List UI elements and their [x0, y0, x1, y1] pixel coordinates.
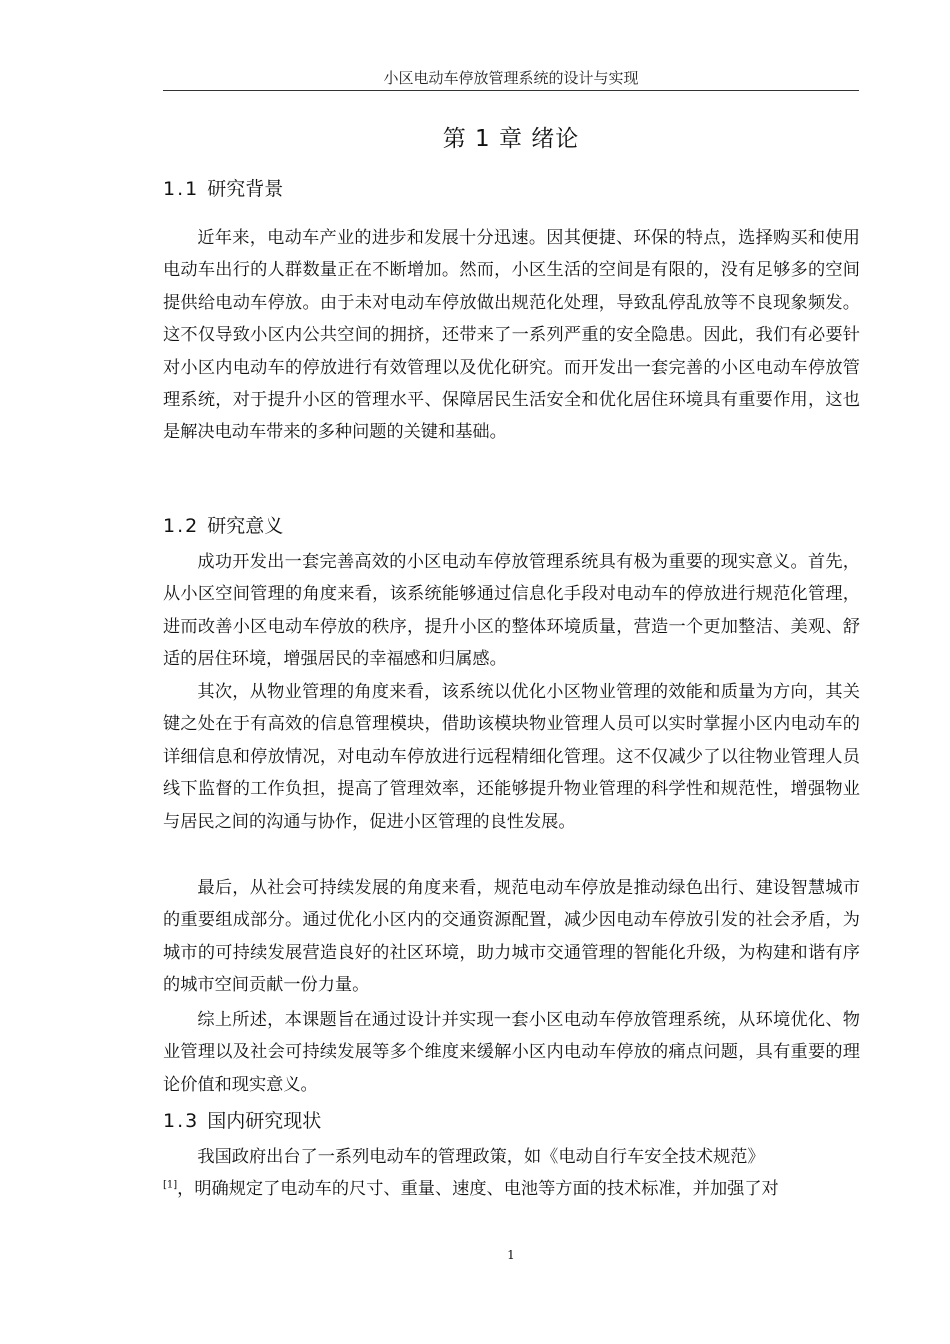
section-title: 国内研究现状	[207, 1110, 322, 1132]
section-heading-1-3	[163, 1107, 321, 1135]
section-number: 1.3	[163, 1110, 200, 1132]
section-title: 研究意义	[207, 515, 284, 537]
paragraph: 我国政府出台了一系列电动车的管理政策，如《电动自行车安全技术规范》	[197, 1147, 765, 1167]
running-header: 小区电动车停放管理系统的设计与实现	[163, 68, 859, 91]
section-number: 1.1	[163, 178, 200, 200]
page-number: 1	[507, 1248, 515, 1262]
citation-ref[interactable]: [1]	[163, 1179, 178, 1191]
paragraph: 近年来，电动车产业的进步和发展十分迅速。因其便捷、环保的特点，选择购买和使用电动车出行的人群数量正在不断增加。然而，小区生活的空间是有限的，没有足够多的空间提供给电动车停放。由于未对电动车停放做出规范化处理，导致乱停乱放等不良现象频发。这不仅导致小区内公共空间的拥挤，还带来了一系列严重的安全隐患。因此，我们有必要针对小区内电动车的停放进行有效管理以及优化研究。而开发出一套完善的小区电动车停放管理系统，对于提升小区的管理水平、保障居民生活安全和优化居住环境具有重要作用，这也是解决电动车带来的多种问题的关键和基础。	[163, 228, 860, 443]
paragraph: 成功开发出一套完善高效的小区电动车停放管理系统具有极为重要的现实意义。首先，从小区空间管理的角度来看，该系统能够通过信息化手段对电动车的停放进行规范化管理，进而改善小区电动车停放的秩序，提升小区的整体环境质量，营造一个更加整洁、美观、舒适的居住环境，增强居民的幸福感和归属感。	[163, 552, 860, 670]
paragraph: 最后，从社会可持续发展的角度来看，规范电动车停放是推动绿色出行、建设智慧城市的重要组成部分。通过优化小区内的交通资源配置，减少因电动车停放引发的社会矛盾，为城市的可持续发展营造良好的社区环境，助力城市交通管理的智能化升级，为构建和谐有序的城市空间贡献一份力量。	[163, 878, 860, 996]
paragraph: 综上所述，本课题旨在通过设计并实现一套小区电动车停放管理系统，从环境优化、物业管理以及社会可持续发展等多个维度来缓解小区内电动车停放的痛点问题，具有重要的理论价值和现实意义。	[163, 1010, 860, 1095]
section-heading-1-1	[163, 175, 283, 203]
paragraph-continuation	[163, 1173, 860, 1205]
section-heading-1-2	[163, 512, 283, 540]
continuation-text: ，明确规定了电动车的尺寸、重量、速度、电池等方面的技术标准，并加强了对	[177, 1179, 779, 1199]
paragraph: 其次，从物业管理的角度来看，该系统以优化小区物业管理的效能和质量为方向，其关键之处在于有高效的信息管理模块，借助该模块物业管理人员可以实时掌握小区内电动车的详细信息和停放情况，对电动车停放进行远程精细化管理。这不仅减少了以往物业管理人员线下监督的工作负担，提高了管理效率，还能够提升物业管理的科学性和规范性，增强物业与居民之间的沟通与协作，促进小区管理的良性发展。	[163, 682, 860, 832]
chapter-title: 第 1 章 绪论	[442, 126, 580, 152]
section-number: 1.2	[163, 515, 200, 537]
section-title: 研究背景	[207, 178, 284, 200]
